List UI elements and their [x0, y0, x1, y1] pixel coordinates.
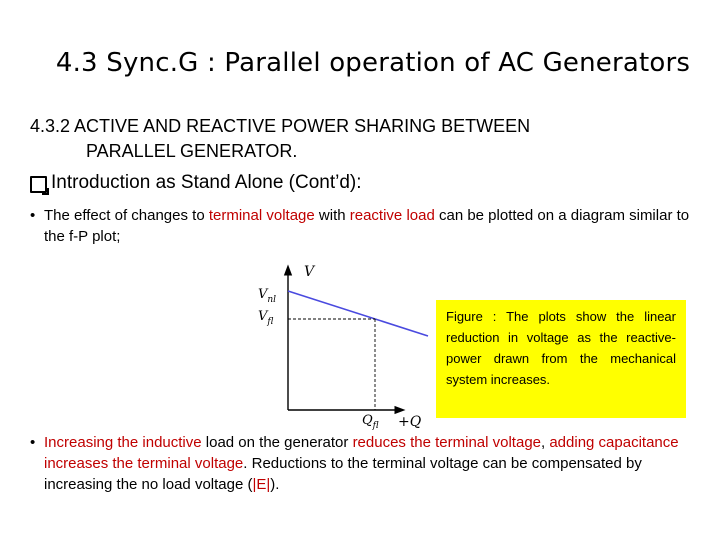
subheading-line-2: PARALLEL GENERATOR. — [86, 141, 298, 161]
bullet-terminal-voltage — [30, 205, 709, 247]
intro-line — [30, 172, 362, 194]
subheading-line-1: 4.3.2 ACTIVE AND REACTIVE POWER SHARING BETWEEN — [30, 116, 531, 136]
checkbox-bullet-icon — [30, 176, 47, 193]
bullet1-text-1: The effect of changes to — [44, 207, 209, 224]
figure-caption: Figure : The plots show the linear reduction in voltage as the reactive-power drawn from the mechanical system increases. — [446, 309, 676, 387]
bullet2-text-2: , — [541, 434, 550, 451]
figure-caption-box — [436, 300, 686, 418]
bullet2-text-3: . Reductions to the terminal voltage can be compensated by increasing the no load voltage ( — [44, 455, 642, 493]
vfl-label: $V_{fl}$ — [258, 309, 274, 327]
voltage-reactive-power-plot — [250, 258, 440, 430]
bullet1-text-2: with — [314, 207, 350, 224]
bullet-dot-icon: • — [30, 207, 36, 224]
x-axis-label: +Q — [398, 414, 422, 430]
page-title: 4.3 Sync.G : Parallel operation of AC Generators — [55, 48, 691, 78]
bullet1-highlight-1: terminal voltage — [208, 207, 315, 224]
bullet2-text-4: ). — [270, 476, 280, 493]
bullet2-highlight-4: |E| — [252, 476, 271, 493]
bullet-inductive-load — [30, 432, 709, 495]
bullet1-highlight-2: reactive load — [349, 207, 435, 224]
bullet2-highlight-2: reduces the terminal voltage — [352, 434, 541, 451]
vnl-label: $V_{nl}$ — [258, 287, 277, 305]
section-subheading — [30, 114, 670, 164]
voltage-droop-line — [288, 291, 428, 336]
bullet-dot-icon: • — [30, 434, 36, 451]
bullet2-highlight-1: Increasing the inductive — [44, 434, 202, 451]
qfl-label: $Q_{fl}$ — [362, 413, 379, 430]
bullet2-text-1: load on the generator — [201, 434, 353, 451]
intro-text: Introduction as Stand Alone (Cont’d): — [51, 172, 362, 193]
bullet2-highlight-3: adding capacitance increases the terminal voltage — [44, 434, 679, 472]
bullet1-text-3: can be plotted on a diagram similar to the f-P plot; — [44, 207, 690, 245]
y-axis-label: V — [304, 264, 315, 280]
